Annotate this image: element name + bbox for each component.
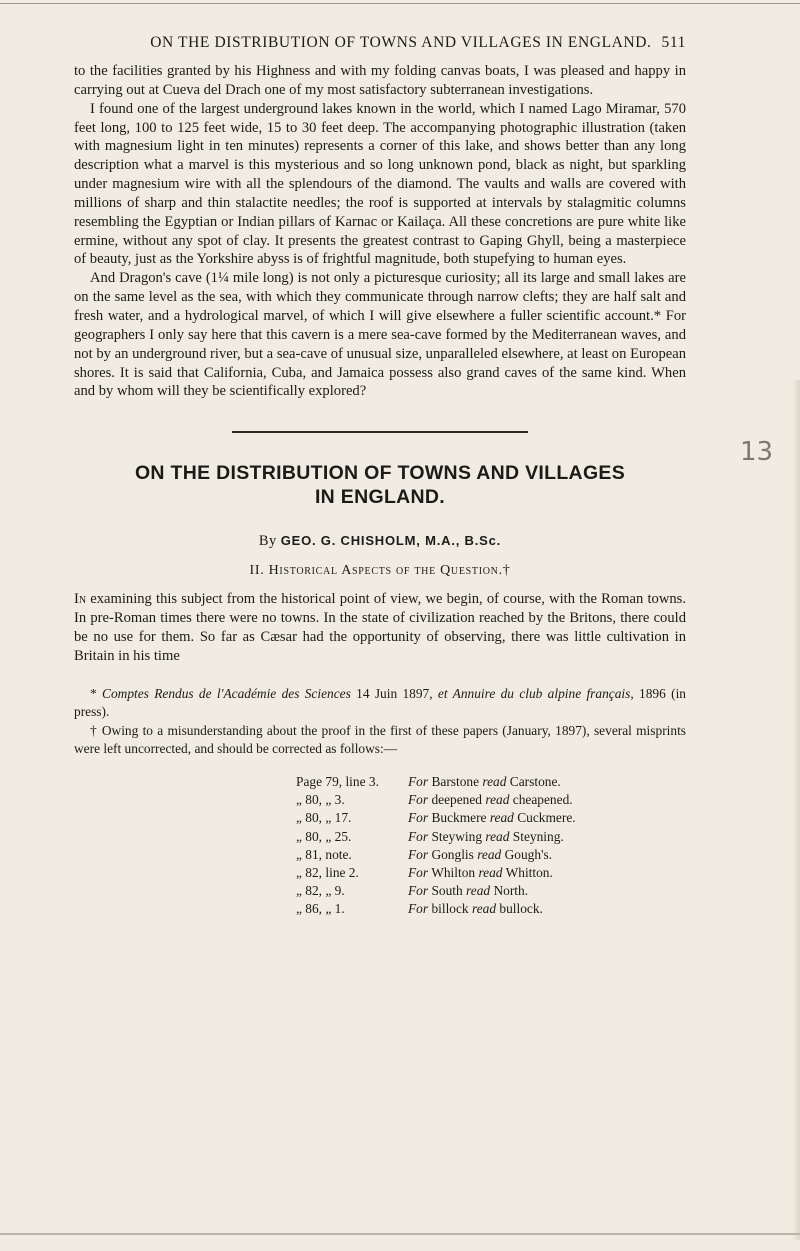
- article-body: [74, 590, 686, 665]
- errata-right: Whitton.: [502, 865, 553, 881]
- errata-location: „ 81, note.: [296, 846, 352, 862]
- opening-text: examining this subject from the historical point of view, we begin, of course, with the Roman towns. In pre-Roman times there were no towns. In the state of civilization reached by the Britons, there could be no use for them. So far as Cæsar had the opportunity of observing, there was little cultivation in Britain in his time: [74, 591, 686, 664]
- errata-location: „ 82, line 2.: [296, 865, 359, 881]
- page-number: 511: [661, 34, 686, 51]
- errata-wrong: deepened: [428, 792, 486, 808]
- errata-location: „ 82, „ 9.: [296, 883, 345, 899]
- errata-list: [296, 773, 576, 919]
- errata-wrong: Barstone: [428, 774, 483, 789]
- errata-location: „ 80, „ 17.: [296, 810, 352, 826]
- errata-wrong: Gonglis: [428, 846, 478, 862]
- top-edge-rule: [0, 3, 800, 4]
- footnote-journal: et Annuire du club alpine français: [437, 686, 631, 701]
- handwritten-margin-note: 13: [740, 437, 774, 467]
- errata-read: read: [482, 774, 507, 789]
- errata-wrong: South: [428, 883, 467, 899]
- footnote-2: [74, 722, 686, 757]
- errata-row: [296, 773, 576, 791]
- errata-read: read: [478, 865, 503, 881]
- errata-right: cheapened.: [509, 792, 573, 808]
- errata-for: For: [408, 901, 429, 917]
- errata-location: „ 80, „ 3.: [296, 792, 345, 808]
- errata-wrong: Buckmere: [428, 810, 490, 826]
- opening-word: In: [74, 591, 87, 607]
- section-heading: II. Historical Aspects of the Question.†: [249, 563, 511, 578]
- page-edge-shadow: [792, 380, 800, 1240]
- article-title: [74, 461, 686, 509]
- errata-right: Carstone.: [506, 774, 561, 789]
- footnote-text: [74, 685, 686, 720]
- errata-read: read: [485, 828, 510, 844]
- errata-read: read: [477, 846, 502, 862]
- footnote-marker: *: [90, 686, 103, 701]
- errata-for: For: [408, 865, 429, 881]
- errata-right: North.: [490, 883, 529, 899]
- errata-wrong: billock: [428, 901, 472, 917]
- errata-wrong: Whilton: [428, 865, 479, 881]
- footnote-date: 14 Juin 1897,: [350, 686, 438, 701]
- errata-right: Steyning.: [509, 828, 564, 844]
- errata-location: „ 80, „ 25.: [296, 828, 352, 844]
- errata-for: For: [408, 883, 429, 899]
- errata-row: [296, 846, 576, 864]
- section-divider: [232, 431, 528, 433]
- footnote-text: † Owing to a misunderstanding about the proof in the first of these papers (January, 1897), several misprints were left uncorrected, and should be corrected as follows:—: [74, 723, 686, 756]
- errata-read: read: [485, 792, 510, 808]
- errata-read: read: [466, 883, 491, 899]
- errata-location: „ 86, „ 1.: [296, 901, 345, 917]
- errata-for: For: [408, 846, 429, 862]
- errata-row: [296, 882, 576, 900]
- opening-paragraph: [74, 590, 686, 665]
- bottom-edge-rule: [0, 1233, 800, 1235]
- errata-for: For: [408, 810, 429, 826]
- previous-article-text: [74, 62, 686, 401]
- paragraph: I found one of the largest underground lakes known in the world, which I named Lago Miramar, 570 feet long, 100 to 125 feet wide, 15 to 30 feet deep. The accompanying photographic illustration (taken with magnesium light in ten minutes) represents a corner of this lake, and shows better than any long description what a marvel is this mysterious and so long unknown pond, black as night, but sparkling under magnesium wire with all the splendours of the diamond. The vaults and walls are covered with millions of sharp and thin stalactite needles; the roof is supported at intervals by stalagmitic columns resembling the Egyptian or Indian pillars of Karnac or Kailaça. All these concretions are pure white like ermine, without any spot of clay. It presents the greatest contrast to Gaping Ghyll, being a masterpiece of beauty, just as the Yorkshire abyss is of frightful magnitude, both stupefying to human eyes.: [74, 100, 686, 268]
- errata-for: For: [408, 828, 429, 844]
- running-title: ON THE DISTRIBUTION OF TOWNS AND VILLAGES IN ENGLAND.: [150, 34, 652, 51]
- errata-for: For: [408, 774, 429, 789]
- byline: [74, 533, 686, 550]
- running-header: [104, 34, 686, 52]
- errata-right: Gough's.: [501, 846, 553, 862]
- footnote-1: [74, 685, 686, 720]
- footnote-source-title: Comptes Rendus de l'Académie des Sciences: [102, 686, 351, 701]
- errata-row: [296, 864, 576, 882]
- errata-for: For: [408, 792, 429, 808]
- article-title-line: ON THE DISTRIBUTION OF TOWNS AND VILLAGES: [134, 462, 626, 484]
- article-title-line: IN ENGLAND.: [314, 486, 446, 508]
- paragraph: And Dragon's cave (1¼ mile long) is not only a picturesque curiosity; all its large and small lakes are on the same level as the sea, with which they communicate through narrow clefts; they are half salt and fresh water, and a hydrological marvel, of which I will give elsewhere a fuller scientific account.* For geographers I only say here that this cavern is a mere sea-cave formed by the Mediterranean waves, and not by an underground river, but a sea-cave of unusual size, unparalleled elsewhere, at least on European shores. It is said that California, Cuba, and Jamaica possess also grand caves of the same kind. When and by whom will they be scientifically explored?: [74, 270, 686, 400]
- byline-prefix: By: [258, 533, 277, 549]
- errata-read: read: [471, 901, 497, 917]
- errata-row: [296, 809, 576, 827]
- errata-wrong: Steywing: [428, 828, 486, 844]
- byline-author: GEO. G. CHISHOLM, M.A., B.Sc.: [280, 533, 502, 548]
- footnote-end: , 1896 (in press).: [74, 686, 686, 719]
- errata-row: [296, 828, 576, 846]
- errata-location: Page 79, line 3.: [296, 774, 379, 789]
- errata-row: [296, 791, 576, 809]
- paragraph: to the facilities granted by his Highness and with my folding canvas boats, I was pleased and happy in carrying out at Cueva del Drach one of my most satisfactory subterranean investigations.: [74, 63, 686, 98]
- errata-row: [296, 900, 576, 918]
- errata-right: Cuckmere.: [513, 810, 576, 826]
- errata-read: read: [489, 810, 514, 826]
- errata-right: bullock.: [496, 901, 543, 917]
